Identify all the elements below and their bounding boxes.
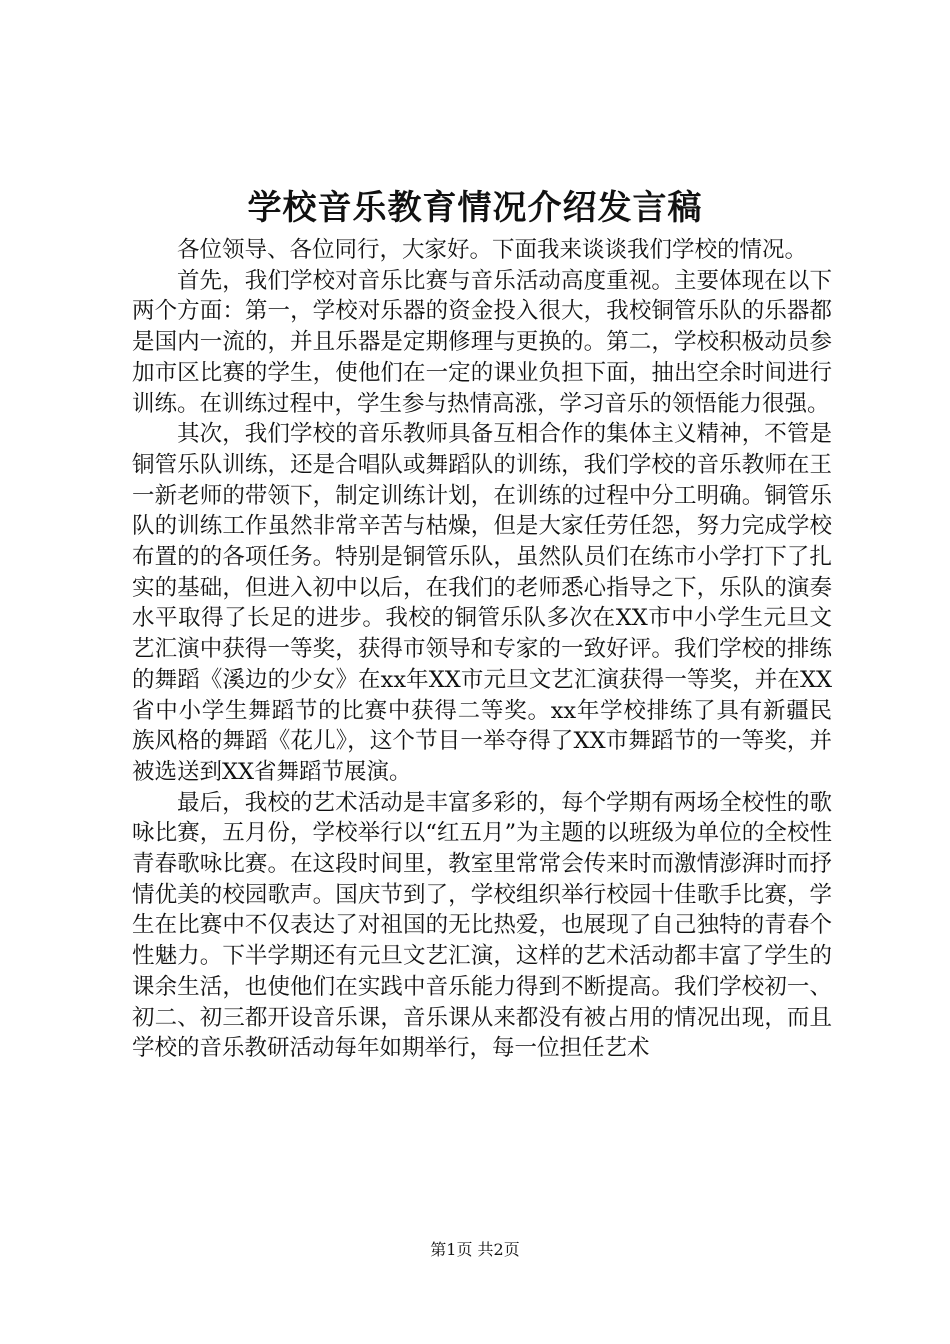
- paragraph-greeting: 各位领导、各位同行，大家好。下面我来谈谈我们学校的情况。: [177, 237, 808, 263]
- paragraph-first: 首先，我们学校对音乐比赛与音乐活动高度重视。主要体现在以下两个方面：第一，学校对乐器的资金投入很大，我校铜管乐队的乐器都是国内一流的，并且乐器是定期修理与更换的。第二，学校积极动员参加市区比赛的学生，使他们在一定的课业负担下面，抽出空余时间进行训练。在训练过程中，学生参与热情高涨，学习音乐的领悟能力很强。: [132, 267, 832, 417]
- document-title: 学校音乐教育情况介绍发言稿: [247, 188, 703, 228]
- paragraph-second: 其次，我们学校的音乐教师具备互相合作的集体主义精神，不管是铜管乐队训练，还是合唱队或舞蹈队的训练，我们学校的音乐教师在王一新老师的带领下，制定训练计划，在训练的过程中分工明确。铜管乐队的训练工作虽然非常辛苦与枯燥，但是大家任劳任怨，努力完成学校布置的的各项任务。特别是铜管乐队，虽然队员们在练市小学打下了扎实的基础，但进入初中以后，在我们的老师悉心指导之下，乐队的演奏水平取得了长足的进步。我校的铜管乐队多次在XX市中小学生元旦文艺汇演中获得一等奖，获得市领导和专家的一致好评。我们学校的排练的舞蹈《溪边的少女》在xx年XX市元旦文艺汇演获得一等奖，并在XX省中小学生舞蹈节的比赛中获得二等奖。xx年学校排练了具有新疆民族风格的舞蹈《花儿》，这个节目一举夺得了XX市舞蹈节的一等奖，并被选送到XX省舞蹈节展演。: [132, 421, 832, 785]
- document-body: [132, 235, 832, 1064]
- page-footer: 第1页 共2页: [430, 1240, 520, 1259]
- paragraph-last: 最后，我校的艺术活动是丰富多彩的，每个学期有两场全校性的歌咏比赛，五月份，学校举行以“红五月”为主题的以班级为单位的全校性青春歌咏比赛。在这段时间里，教室里常常会传来时而激情澎湃时而抒情优美的校园歌声。国庆节到了，学校组织举行校园十佳歌手比赛，学生在比赛中不仅表达了对祖国的无比热爱，也展现了自己独特的青春个性魅力。下半学期还有元旦文艺汇演，这样的艺术活动都丰富了学生的课余生活，也使他们在实践中音乐能力得到不断提高。我们学校初一、初二、初三都开设音乐课，音乐课从来都没有被占用的情况出现，而且学校的音乐教研活动每年如期举行，每一位担任艺术: [132, 789, 832, 1062]
